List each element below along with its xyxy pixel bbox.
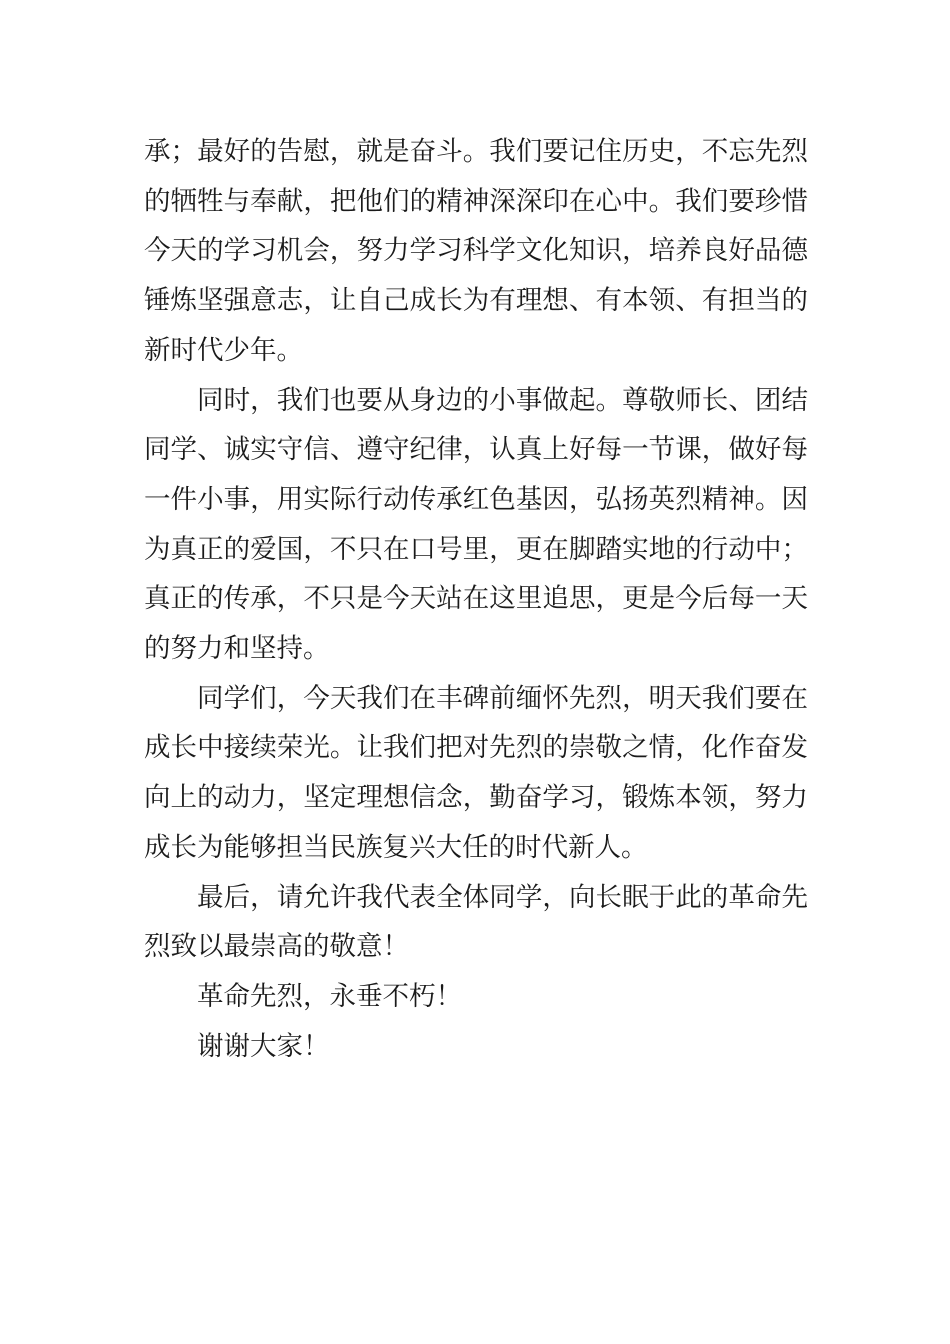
paragraph-tribute: 最后，请允许我代表全体同学，向长眠于此的革命先烈致以最崇高的敬意！ <box>144 881 808 963</box>
paragraph-thanks: 谢谢大家！ <box>197 1030 330 1062</box>
paragraph-continuation: 承；最好的告慰，就是奋斗。我们要记住历史，不忘先烈的牺牲与奉献，把他们的精神深深印在心中。我们要珍惜今天的学习机会，努力学习科学文化知识，培养良好品德锤炼坚强意志，让自己成长为有理想、有本领、有担当的新时代少年。 <box>144 136 808 366</box>
paragraph-classmates: 同学们，今天我们在丰碑前缅怀先烈，明天我们要在成长中接续荣光。让我们把对先烈的崇敬之情，化作奋发向上的动力，坚定理想信念，勤奋学习，锻炼本领，努力成长为能够担当民族复兴大任的时代新人。 <box>144 682 808 863</box>
document-body <box>144 127 808 1071</box>
paragraph-slogan: 革命先烈，永垂不朽！ <box>197 980 462 1012</box>
paragraph-daily-actions: 同时，我们也要从身边的小事做起。尊敬师长、团结同学、诚实守信、遵守纪律，认真上好每一节课，做好每一件小事，用实际行动传承红色基因，弘扬英烈精神。因为真正的爱国，不只在口号里，更在脚踏实地的行动中；真正的传承，不只是今天站在这里追思，更是今后每一天的努力和坚持。 <box>144 384 808 665</box>
